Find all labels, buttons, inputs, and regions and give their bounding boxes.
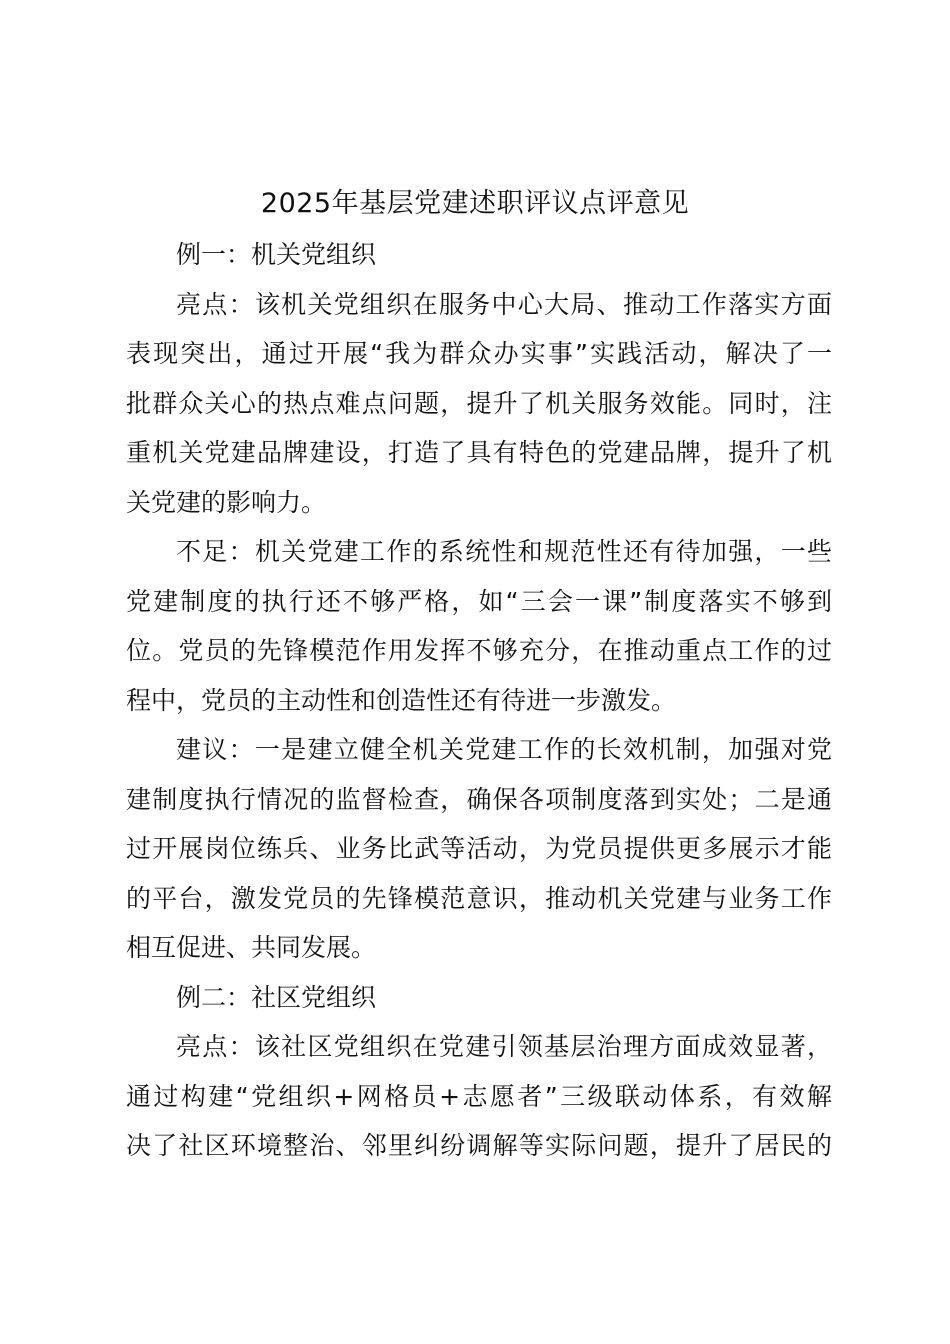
paragraph-first-line: 亮点：该社区党组织在党建引领基层治理方面成效显著， (176, 1032, 832, 1061)
paragraph-line: 重机关党建品牌建设，打造了具有特色的党建品牌，提升了机 (126, 438, 832, 467)
paragraph-first-line: 亮点：该机关党组织在服务中心大局、推动工作落实方面 (176, 289, 832, 319)
paragraph-line: 通过构建“党组织+网格员+志愿者”三级联动体系，有效解 (126, 1081, 832, 1111)
paragraph-line: 的平台，激发党员的先锋模范意识，推动机关党建与业务工作 (126, 883, 832, 913)
paragraph-line: 建制度执行情况的监督检查，确保各项制度落到实处；二是通 (126, 784, 832, 814)
paragraph-line: 决了社区环境整治、邻里纠纷调解等实际问题，提升了居民的 (126, 1131, 832, 1160)
paragraph-line: 过开展岗位练兵、业务比武等活动，为党员提供更多展示才能 (126, 834, 832, 863)
paragraph-line: 党建制度的执行还不够严格，如“三会一课”制度落实不够到 (126, 586, 832, 616)
paragraph-first-line: 不足：机关党建工作的系统性和规范性还有待加强，一些 (176, 537, 832, 566)
paragraph-line: 批群众关心的热点难点问题，提升了机关服务效能。同时，注 (126, 388, 832, 418)
paragraph-line: 位。党员的先锋模范作用发挥不够充分，在推动重点工作的过 (126, 636, 832, 665)
document-body (126, 230, 832, 1171)
paragraph-first-line: 建议：一是建立健全机关党建工作的长效机制，加强对党 (176, 735, 832, 764)
paragraph-line: 相互促进、共同发展。 (126, 933, 377, 962)
paragraph-first-line: 例一：机关党组织 (176, 240, 377, 269)
paragraph-line: 关党建的影响力。 (126, 487, 327, 517)
document-title: 2025年基层党建述职评议点评意见 (260, 188, 690, 219)
paragraph-first-line: 例二：社区党组织 (176, 982, 377, 1012)
paragraph-line: 表现突出，通过开展“我为群众办实事”实践活动，解决了一 (126, 339, 832, 368)
paragraph-line: 程中，党员的主动性和创造性还有待进一步激发。 (126, 685, 677, 715)
